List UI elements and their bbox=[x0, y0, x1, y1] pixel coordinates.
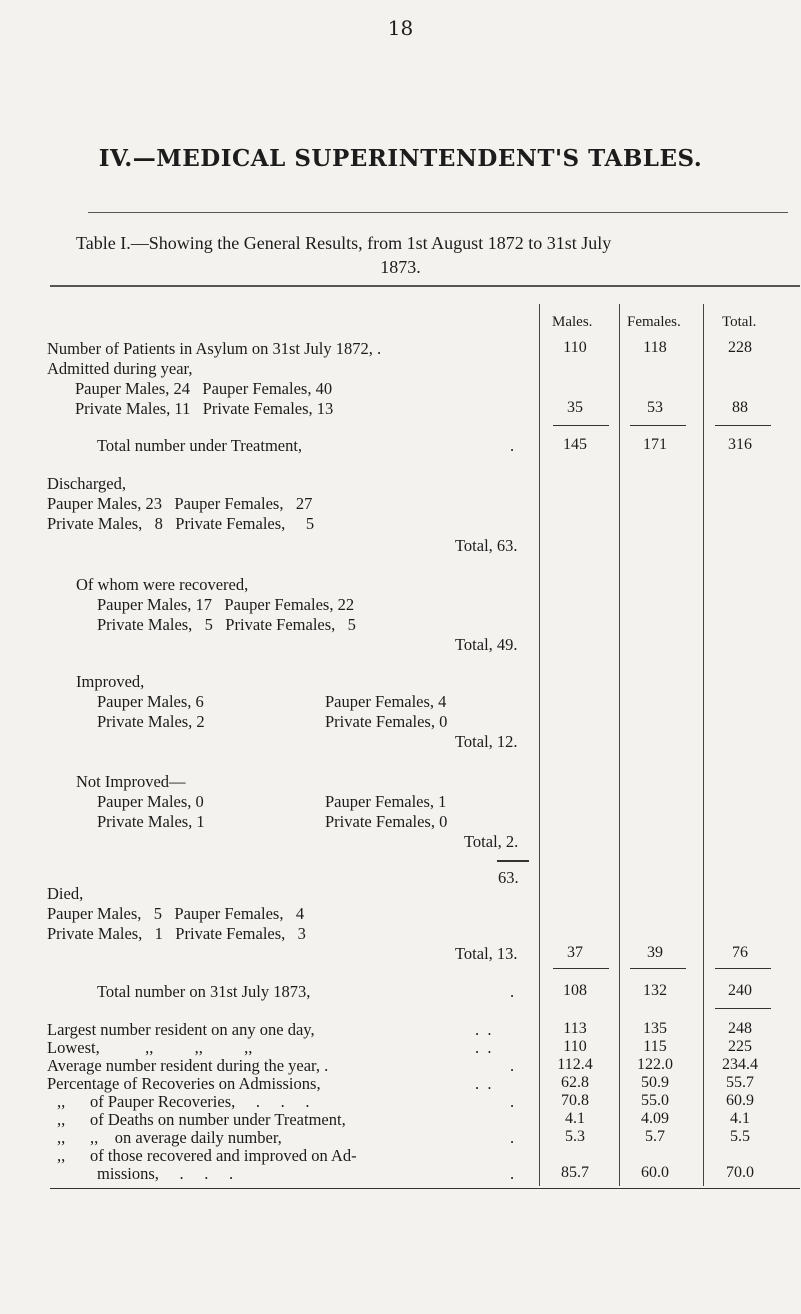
row-label: Total, 2. bbox=[464, 832, 519, 851]
row-dot: . bbox=[510, 1056, 515, 1075]
row-label: Total number on 31st July 1873, bbox=[97, 982, 311, 1001]
row-label: ,, of Deaths on number under Treatment, bbox=[57, 1110, 346, 1129]
cell-total: 70.0 bbox=[726, 1164, 754, 1181]
row-label: Percentage of Recoveries on Admissions, bbox=[47, 1074, 321, 1093]
row-label: Private Females, 0 bbox=[325, 712, 448, 731]
cell-total: 228 bbox=[728, 339, 752, 356]
cell-females: 115 bbox=[643, 1038, 667, 1055]
cell-total: 55.7 bbox=[726, 1074, 754, 1091]
column-divider bbox=[619, 304, 620, 1186]
row-label: Total, 12. bbox=[455, 732, 518, 751]
row-label: Discharged, bbox=[47, 474, 126, 493]
row-label: ,, ,, on average daily number, bbox=[57, 1128, 282, 1147]
subtotal-rule bbox=[715, 1008, 771, 1009]
row-label: 63. bbox=[498, 868, 519, 887]
cell-females: 171 bbox=[643, 436, 667, 453]
row-label: Improved, bbox=[76, 672, 145, 691]
cell-males: 108 bbox=[563, 982, 587, 999]
row-dot: . bbox=[510, 1092, 515, 1111]
row-label: Pauper Males, 6 bbox=[97, 692, 204, 711]
cell-males: 4.1 bbox=[565, 1110, 585, 1127]
subtotal-rule bbox=[553, 968, 609, 969]
row-label: Private Males, 5 Private Females, 5 bbox=[97, 615, 356, 634]
header-females: Females. bbox=[627, 314, 681, 330]
row-dot: . bbox=[510, 436, 515, 455]
header-males: Males. bbox=[552, 314, 593, 330]
row-label: Average number resident during the year, . bbox=[47, 1056, 329, 1075]
cell-total: 5.5 bbox=[730, 1128, 750, 1145]
cell-males: 145 bbox=[563, 436, 587, 453]
subtotal-rule bbox=[630, 425, 686, 426]
cell-females: 50.9 bbox=[641, 1074, 669, 1091]
cell-males: 62.8 bbox=[561, 1074, 589, 1091]
cell-males: 5.3 bbox=[565, 1128, 585, 1145]
row-dot: . . bbox=[475, 1038, 492, 1057]
row-label: Private Females, 0 bbox=[325, 812, 448, 831]
row-label: Largest number resident on any one day, bbox=[47, 1020, 315, 1039]
row-dot: . bbox=[510, 1128, 515, 1147]
row-dot: . . bbox=[475, 1074, 492, 1093]
row-label: Not Improved— bbox=[76, 772, 186, 791]
page-title: IV.—MEDICAL SUPERINTENDENT'S TABLES. bbox=[98, 145, 703, 172]
row-label: Of whom were recovered, bbox=[76, 575, 249, 594]
row-label: Total number under Treatment, bbox=[97, 436, 303, 455]
cell-total: 234.4 bbox=[722, 1056, 758, 1073]
row-label: Total, 13. bbox=[455, 944, 518, 963]
row-dot: . bbox=[510, 982, 515, 1001]
row-label: Admitted during year, bbox=[47, 359, 193, 378]
row-label: Pauper Males, 17 Pauper Females, 22 bbox=[97, 595, 355, 614]
cell-total: 60.9 bbox=[726, 1092, 754, 1109]
row-dot: . bbox=[510, 1164, 515, 1183]
table-top-rule bbox=[50, 285, 800, 287]
cell-total: 4.1 bbox=[730, 1110, 750, 1127]
row-label: Private Males, 2 bbox=[97, 712, 205, 731]
row-label: Total, 63. bbox=[455, 536, 518, 555]
row-label: missions, . . . bbox=[97, 1164, 234, 1183]
cell-females: 39 bbox=[647, 944, 663, 961]
cell-females: 132 bbox=[643, 982, 667, 999]
row-label: Total, 49. bbox=[455, 635, 518, 654]
row-label: Private Males, 1 Private Females, 3 bbox=[47, 924, 306, 943]
table-caption-line2: 1873. bbox=[380, 257, 421, 277]
title-rule bbox=[88, 212, 788, 213]
cell-males: 35 bbox=[567, 399, 583, 416]
subtotal-rule bbox=[630, 968, 686, 969]
row-label: Pauper Males, 5 Pauper Females, 4 bbox=[47, 904, 305, 923]
cell-total: 88 bbox=[732, 399, 748, 416]
row-label: Lowest, ,, ,, ,, bbox=[47, 1038, 253, 1057]
row-label: Private Males, 11 Private Females, 13 bbox=[75, 399, 334, 418]
cell-males: 110 bbox=[563, 339, 587, 356]
row-label: ,, of Pauper Recoveries, . . . bbox=[57, 1092, 310, 1111]
table-bottom-rule bbox=[50, 1188, 800, 1189]
cell-total: 248 bbox=[728, 1020, 752, 1037]
column-divider bbox=[539, 304, 540, 1186]
cell-females: 55.0 bbox=[641, 1092, 669, 1109]
cell-total: 240 bbox=[728, 982, 752, 999]
cell-total: 225 bbox=[728, 1038, 752, 1055]
subtotal-rule bbox=[715, 968, 771, 969]
cell-females: 5.7 bbox=[645, 1128, 665, 1145]
row-label: Number of Patients in Asylum on 31st July 1872, . bbox=[47, 339, 382, 358]
cell-females: 135 bbox=[643, 1020, 667, 1037]
subtotal-rule bbox=[715, 425, 771, 426]
row-label: Private Males, 1 bbox=[97, 812, 205, 831]
cell-males: 70.8 bbox=[561, 1092, 589, 1109]
cell-females: 60.0 bbox=[641, 1164, 669, 1181]
cell-total: 316 bbox=[728, 436, 752, 453]
cell-females: 4.09 bbox=[641, 1110, 669, 1127]
row-dot: . . bbox=[475, 1020, 492, 1039]
cell-females: 53 bbox=[647, 399, 663, 416]
cell-total: 76 bbox=[732, 944, 748, 961]
cell-males: 112.4 bbox=[557, 1056, 593, 1073]
cell-males: 110 bbox=[563, 1038, 587, 1055]
row-label: Pauper Females, 1 bbox=[325, 792, 447, 811]
header-total: Total. bbox=[722, 314, 757, 330]
cell-females: 122.0 bbox=[637, 1056, 673, 1073]
cell-males: 113 bbox=[563, 1020, 587, 1037]
cell-females: 118 bbox=[643, 339, 667, 356]
row-label: Private Males, 8 Private Females, 5 bbox=[47, 514, 315, 533]
page-number: 18 bbox=[387, 16, 414, 40]
cell-males: 37 bbox=[567, 944, 583, 961]
row-label: Pauper Males, 0 bbox=[97, 792, 204, 811]
row-label: Pauper Females, 4 bbox=[325, 692, 447, 711]
row-label: ,, of those recovered and improved on Ad- bbox=[57, 1146, 357, 1165]
column-divider bbox=[703, 304, 704, 1186]
table-caption-line1: Table I.—Showing the General Results, from 1st August 1872 to 31st July bbox=[76, 233, 612, 253]
row-label: Died, bbox=[47, 884, 84, 903]
subtotal-rule bbox=[553, 425, 609, 426]
row-label: Pauper Males, 24 Pauper Females, 40 bbox=[75, 379, 333, 398]
row-label: Pauper Males, 23 Pauper Females, 27 bbox=[47, 494, 313, 513]
cell-males: 85.7 bbox=[561, 1164, 589, 1181]
sum-rule bbox=[497, 860, 529, 862]
